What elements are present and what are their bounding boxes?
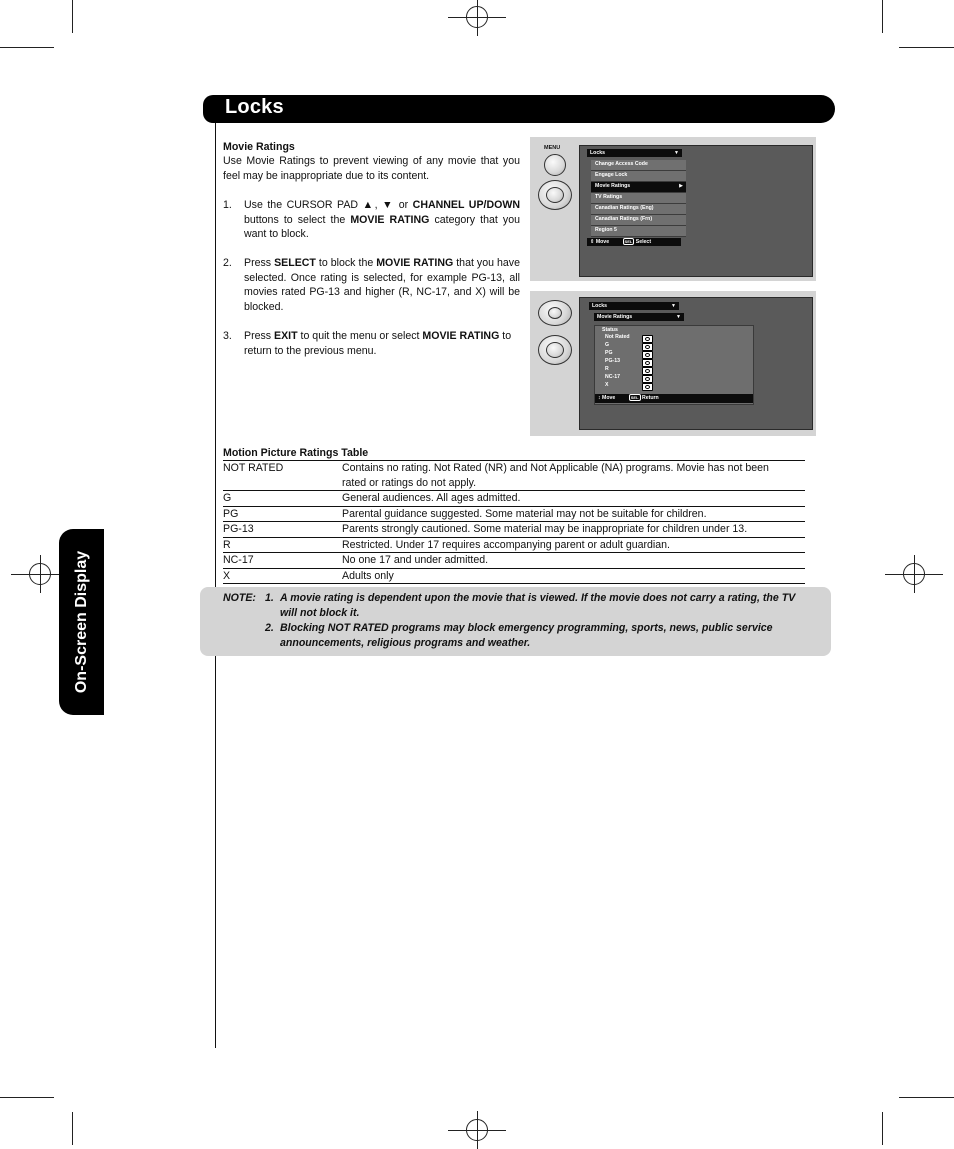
note-label: NOTE: [223,592,256,604]
rating-pg[interactable]: PG [605,350,613,356]
chevron-down-icon: ▼ [674,150,679,156]
side-tab-label: On-Screen Display [72,550,90,694]
menu-item-tv-ratings[interactable] [591,193,686,204]
rating-r[interactable]: R [605,366,609,372]
step-text: Use the CURSOR PAD ▲, ▼ or [244,199,413,211]
osd-footer [595,394,753,403]
crop-mark [0,1097,54,1098]
step-body [244,329,520,358]
note-text-part: Blocking [280,622,328,634]
note-text: A movie rating is dependent upon the movie that is viewed. If the movie does not carry a rating, the TV will not block it. [280,592,796,619]
sel-key-icon: SEL [624,239,633,244]
rating-status-panel [594,325,754,405]
menu-button-icon[interactable] [544,154,566,176]
note-number: 1. [265,592,274,604]
menu-item-region-5[interactable] [591,226,686,237]
step-3 [223,329,520,359]
rating-description: Parental guidance suggested. Some material may not be suitable for children. [342,507,707,520]
crop-mark [72,0,73,33]
exit-button-center-icon[interactable] [548,307,562,319]
table-row [223,506,805,522]
table-row [223,552,805,568]
arrow-right-icon: ▶ [679,183,683,189]
note-item-2 [265,621,810,650]
menu-item-canadian-ratings-eng[interactable] [591,204,686,215]
move-arrows-icon: ⇕ [590,239,595,245]
rating-code: NC-17 [223,554,254,566]
osd-submenu-title: Movie Ratings [597,314,633,320]
lock-icon[interactable] [642,335,653,343]
note-text-emphasis: NOT RATED [327,622,389,634]
menu-item-label: Movie Ratings [595,183,631,189]
crop-mark [899,47,954,48]
step-text: category that you want to block. [244,213,521,240]
rating-code: G [223,492,232,504]
crop-mark [882,1112,883,1145]
screen1-panel [530,137,816,281]
step-number: 2. [223,257,232,269]
step-text-bold: MOVIE RATING [422,330,500,342]
table-row [223,460,805,490]
lock-icon[interactable] [642,343,653,351]
ratings-table-heading: Motion Picture Ratings Table [223,447,369,459]
chevron-down-icon: ▼ [671,303,676,309]
tv-screen [579,297,813,430]
step-body [244,198,520,242]
note-number: 2. [265,622,274,634]
rating-code: PG [223,507,239,520]
step-text-bold: CHANNEL UP/DOWN [412,199,520,211]
page-title-bar [203,95,835,123]
lock-icon[interactable] [642,367,653,375]
step-text: to quit the menu or select [297,330,423,342]
chevron-down-icon: ▼ [676,314,681,320]
cursor-pad-icon[interactable] [538,335,572,365]
step-body [244,256,520,314]
step-text-bold: MOVIE RATING [376,257,454,269]
menu-button-label: MENU [544,145,561,151]
osd-title: Locks [592,303,607,309]
cursor-pad-icon[interactable] [538,180,572,210]
step-text-bold: SELECT [274,257,316,269]
menu-item-label: Change Access Code [595,161,648,167]
cursor-pad-center-icon[interactable] [546,187,564,203]
footer-action-label: Return [642,395,659,401]
rating-pg-13[interactable]: PG-13 [605,358,620,364]
rating-x[interactable]: X [605,382,609,388]
step-text: to return to the previous menu. [244,330,512,357]
menu-item-change-access-code[interactable] [591,160,686,171]
rating-description: Adults only [342,569,394,582]
step-text: buttons to select the [244,213,351,226]
registration-mark-icon [29,563,51,585]
step-1 [223,198,520,242]
step-number: 1. [223,199,232,211]
rating-description: Parents strongly cautioned. Some material may be inappropriate for children under 13. [342,523,748,535]
menu-item-label: TV Ratings [595,194,623,200]
note-text [280,621,810,650]
tv-screen [579,145,813,277]
step-text: to block the [315,257,377,269]
step-text: that you have selected. Once rating is selected, for example PG-13, all movies rated PG-13 and higher (R, NC-17, and X) will be blocked. [244,257,520,313]
movie-ratings-intro: Use Movie Ratings to prevent viewing of any movie that you feel may be inappropriate due to its content. [223,155,520,182]
registration-mark-icon [466,6,488,28]
footer-move-label: Move [595,239,610,245]
step-text-bold: MOVIE RATING [350,213,430,226]
note-text-part: programs may block emergency programming, sports, news, public service announcements, religious programs and weather. [280,622,773,649]
osd-footer [587,238,681,246]
rating-code: R [223,538,231,551]
status-label: Status [602,327,618,333]
table-row [223,537,805,553]
menu-item-canadian-ratings-frn[interactable] [591,215,686,226]
osd-submenu-bar [594,313,684,321]
step-2 [223,256,520,316]
menu-item-label: Canadian Ratings (Frn) [595,216,653,222]
registration-mark-icon [903,563,925,585]
osd-title-bar [589,302,679,310]
movie-ratings-heading: Movie Ratings [223,141,295,153]
rating-g[interactable]: G [605,342,610,348]
sel-key-icon: SEL [630,395,639,400]
registration-mark-icon [466,1119,488,1141]
lock-icon[interactable] [642,359,653,367]
crop-mark [0,47,54,48]
rating-not-rated[interactable]: Not Rated [605,334,630,340]
step-text: Press [244,257,275,269]
rating-description: Restricted. Under 17 requires accompanying parent or adult guardian. [342,538,671,551]
rating-description: No one 17 and under admitted. [342,554,489,566]
step-number: 3. [223,330,232,342]
step-text: Press [244,330,275,342]
exit-button-icon[interactable] [538,300,572,326]
screen2-panel [530,291,816,436]
crop-mark [882,0,883,33]
menu-item-engage-lock[interactable] [591,171,686,182]
footer-action-label: Select [635,239,652,245]
table-row [223,521,805,537]
menu-item-label: Region 5 [595,227,617,233]
menu-item-label: Engage Lock [595,172,628,178]
step-text-bold: EXIT [274,330,298,342]
table-row [223,568,805,585]
lock-icon[interactable] [642,383,653,391]
osd-title: Locks [590,150,605,156]
move-arrows-icon: ↕ [598,395,601,401]
crop-mark [72,1112,73,1145]
rating-description: Contains no rating. Not Rated (NR) and Not Applicable (NA) programs. Movie has not been rated or ratings do not apply. [342,462,769,489]
cursor-pad-center-icon[interactable] [546,342,564,358]
rating-code: PG-13 [223,523,254,535]
osd-title-bar [587,149,682,157]
note-item-1 [265,591,810,620]
rating-description: General audiences. All ages admitted. [342,492,521,504]
menu-item-label: Canadian Ratings (Eng) [595,205,654,211]
page-title: Locks [225,96,284,118]
rating-code: NOT RATED [223,462,284,474]
rating-nc-17[interactable]: NC-17 [605,374,620,380]
lock-icon[interactable] [642,375,653,383]
left-rule [215,123,216,1048]
lock-icon[interactable] [642,351,653,359]
crop-mark [899,1097,954,1098]
menu-item-movie-ratings[interactable] [591,182,686,193]
side-tab [59,529,104,715]
table-row [223,490,805,506]
rating-code: X [223,569,231,582]
ratings-table [223,460,805,584]
footer-move-label: Move [602,395,616,401]
